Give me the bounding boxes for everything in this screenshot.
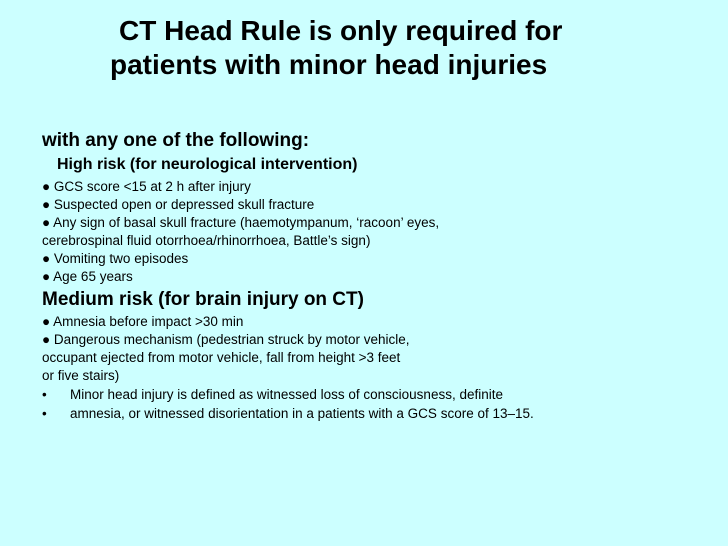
medium-risk-item: ● Dangerous mechanism (pedestrian struck by motor vehicle, xyxy=(42,332,410,347)
slide-body xyxy=(42,128,722,423)
high-risk-item: cerebrospinal fluid otorrhoea/rhinorrhoea, Battle’s sign) xyxy=(42,233,371,248)
high-risk-item: ● GCS score <15 at 2 h after injury xyxy=(42,179,251,194)
medium-risk-item: occupant ejected from motor vehicle, fall from height >3 feet xyxy=(42,350,401,365)
title-line-1: CT Head Rule is only required for xyxy=(119,15,563,46)
definition-bullet xyxy=(42,404,722,423)
high-risk-item: ● Suspected open or depressed skull fracture xyxy=(42,197,315,212)
slide-title xyxy=(100,14,720,82)
bullet-marker: • xyxy=(42,406,47,421)
title-line-2: patients with minor head injuries xyxy=(110,49,548,80)
high-risk-item: ● Any sign of basal skull fracture (haemotympanum, ‘racoon’ eyes, xyxy=(42,215,440,230)
definition-text: amnesia, or witnessed disorientation in a patients with a GCS score of 13–15. xyxy=(70,406,534,421)
medium-risk-heading: Medium risk (for brain injury on CT) xyxy=(42,289,364,310)
medium-risk-item: ● Amnesia before impact >30 min xyxy=(42,314,244,329)
definition-bullet xyxy=(42,385,722,404)
bullet-marker: • xyxy=(42,387,47,402)
medium-risk-item: or five stairs) xyxy=(42,368,120,383)
high-risk-item: ● Age 65 years xyxy=(42,269,133,284)
lead-text: with any one of the following: xyxy=(42,130,310,151)
definition-text: Minor head injury is defined as witnessed loss of consciousness, definite xyxy=(70,387,503,402)
high-risk-item: ● Vomiting two episodes xyxy=(42,251,189,266)
high-risk-heading: High risk (for neurological intervention) xyxy=(57,156,358,173)
